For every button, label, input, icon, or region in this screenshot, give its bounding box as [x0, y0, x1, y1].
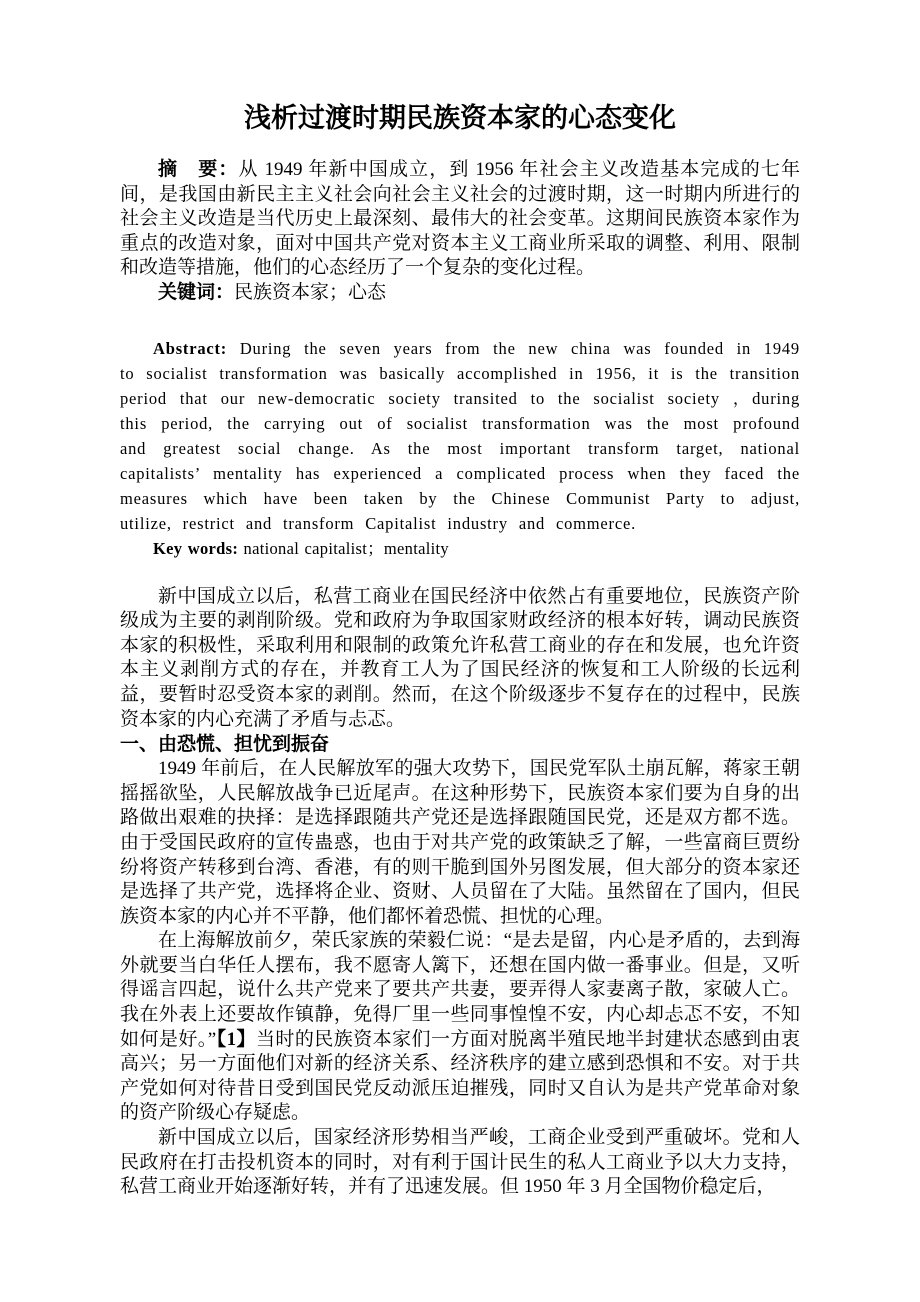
rong-quote-text: 在上海解放前夕，荣氏家族的荣毅仁说：“是去是留，内心是矛盾的，去到海外就要当白华任人摆布，我不愿寄人篱下，还想在国内做一番事业。但是，又听得谣言四起，说什么共产党来了要共产共妻，要弄得人家妻离子散，家破人亡。我在外表上还要故作镇静，免得厂里一些同事惶惶不安，内心却忐忑不安，不知如何是好。”	[120, 930, 800, 1050]
blank-line	[120, 306, 800, 336]
body-paragraph-1949: 1949 年前后，在人民解放军的强大攻势下，国民党军队土崩瓦解，蒋家王朝摇摇欲坠，人民解放战争已近尾声。在这种形势下，民族资本家们要为自身的出路做出艰难的抉择：是选择跟随共产党还是选择跟随国民党，还是双方都不选。由于受国民政府的宣传蛊惑，也由于对共产党的政策缺乏了解，一些富商巨贾纷纷将资产转移到台湾、香港，有的则干脆到国外另图发展，但大部分的资本家还是选择了共产党，选择将企业、资财、人员留在了大陆。虽然留在了国内，但民族资本家的内心并不平静，他们都怀着恐慌、担忧的心理。	[120, 758, 800, 927]
abstract-cn-label: 摘 要：	[158, 159, 239, 180]
keywords-en	[120, 536, 800, 561]
page-title: 浅析过渡时期民族资本家的心态变化	[244, 103, 676, 133]
keywords-cn	[120, 281, 800, 306]
abstract-en-text: During the seven years from the new china was founded in 1949 to socialist transformation was basically accomplished in 1956, it is the transition period that our new-democratic society transited to the socialist society ，during this period, the carrying out of socialist transformation was the most profound and greatest social change. As the most important transform target, national capitalists’ mentality has experienced a complicated process when they faced the measures which have been taken by the Chinese Communist Party to adjust, utilize, restrict and transform Capitalist industry and commerce.	[120, 338, 800, 533]
body-paragraph-economy: 新中国成立以后，国家经济形势相当严峻，工商企业受到严重破坏。党和人民政府在打击投机资本的同时，对有利于国计民生的私人工商业予以大力支持，私营工商业开始逐渐好转，并有了迅速发展。但 1950 年 3 月全国物价稳定后，	[120, 1127, 800, 1198]
abstract-cn	[120, 158, 800, 281]
keywords-cn-label: 关键词：	[158, 281, 235, 303]
abstract-cn-text: 从 1949 年新中国成立，到 1956 年社会主义改造基本完成的七年间，是我国由新民主主义社会向社会主义社会的过渡时期，这一时期内所进行的社会主义改造是当代历史上最深刻、最伟大的社会变革。这期间民族资本家作为重点的改造对象，面对中国共产党对资本主义工商业所采取的调整、利用、限制和改造等措施，他们的心态经历了一个复杂的变化过程。	[120, 159, 800, 279]
abstract-en	[120, 336, 800, 536]
keywords-en-label: Key words:	[153, 538, 244, 558]
blank-line	[120, 561, 800, 585]
body-intro-paragraph: 新中国成立以后，私营工商业在国民经济中依然占有重要地位，民族资产阶级成为主要的剥削阶级。党和政府为争取国家财政经济的根本好转，调动民族资本家的积极性，采取利用和限制的政策允许私营工商业的存在和发展，也允许资本主义剥削方式的存在，并教育工人为了国民经济的恢复和工人阶级的长远利益，要暂时忍受资本家的剥削。然而，在这个阶级逐步不复存在的过程中，民族资本家的内心充满了矛盾与忐忑。	[120, 585, 800, 730]
body-paragraph-rong	[120, 929, 800, 1126]
section-heading-1: 一、由恐慌、担忧到振奋	[120, 734, 330, 756]
rong-analysis-text: 当时的民族资本家们一方面对脱离半殖民地半封建状态感到由衷高兴；另一方面他们对新的经济关系、经济秩序的建立感到恐惧和不安。对于共产党如何对待昔日受到国民党反动派压迫摧残，同时又自认为是共产党革命对象的资产阶级心存疑虑。	[120, 1028, 800, 1124]
keywords-cn-text: 民族资本家；心态	[234, 281, 387, 303]
abstract-en-label: Abstract:	[153, 338, 240, 358]
keywords-en-text: national capitalist；mentality	[243, 538, 449, 558]
citation-marker: 【1】	[216, 1028, 256, 1050]
